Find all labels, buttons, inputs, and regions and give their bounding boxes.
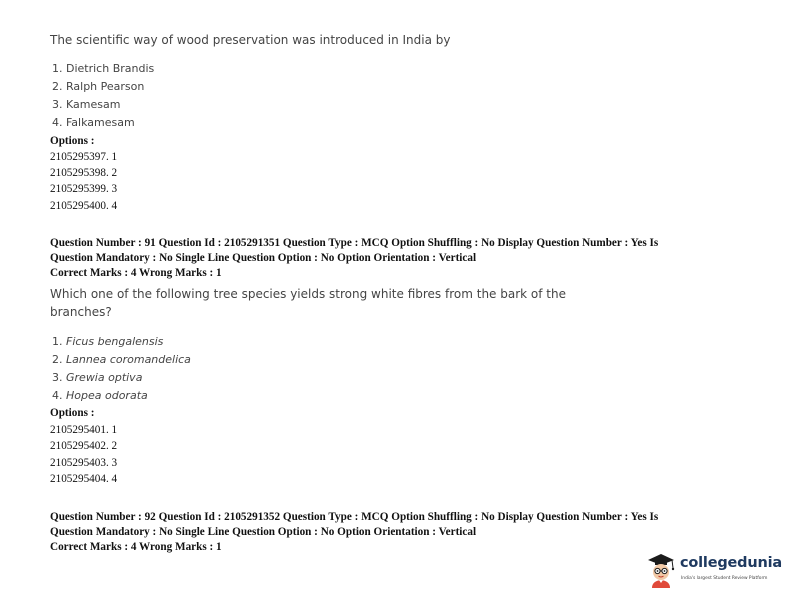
q91-option-id-4: 2105295404. 4 (50, 473, 118, 485)
q90-option-id-2: 2105295398. 2 (50, 167, 118, 179)
q91-meta-line-1: Question Number : 91 Question Id : 2105291351 Question Type : MCQ Option Shuffling : No Display Question Number : Yes Is (50, 237, 659, 249)
q91-option-1-name: Ficus bengalensis (66, 335, 164, 348)
q90-option-4: 4. Falkamesam (52, 116, 135, 129)
q91-option-id-2: 2105295402. 2 (50, 440, 118, 452)
q91-option-1 (52, 334, 163, 350)
question-90-text: The scientific way of wood preservation was introduced in India by (50, 33, 451, 47)
q91-options-label: Options : (50, 407, 95, 419)
q90-option-1: 1. Dietrich Brandis (52, 62, 155, 75)
q91-option-4-name: Hopea odorata (66, 389, 148, 402)
q90-options-label: Options : (50, 135, 95, 147)
q91-option-3 (52, 370, 142, 386)
q91-meta-line-2: Question Mandatory : No Single Line Question Option : No Option Orientation : Vertical (50, 252, 477, 264)
q91-option-id-1: 2105295401. 1 (50, 424, 118, 436)
q90-option-id-4: 2105295400. 4 (50, 200, 118, 212)
q91-option-1-number: 1. (52, 335, 66, 348)
q90-option-id-3: 2105295399. 3 (50, 183, 118, 195)
q90-option-id-1: 2105295397. 1 (50, 151, 118, 163)
q91-option-2-name: Lannea coromandelica (66, 353, 191, 366)
collegedunia-logo (644, 552, 792, 588)
collegedunia-tagline: India's largest Student Review Platform (681, 576, 768, 581)
q91-option-2 (52, 352, 191, 368)
q92-marks: Correct Marks : 4 Wrong Marks : 1 (50, 541, 222, 553)
question-91-text-line-2: branches? (50, 305, 112, 319)
q91-option-3-number: 3. (52, 371, 66, 384)
q92-meta-line-2: Question Mandatory : No Single Line Question Option : No Option Orientation : Vertical (50, 526, 477, 538)
q90-option-3: 3. Kamesam (52, 98, 121, 111)
student-mascot-icon (644, 552, 678, 588)
q91-option-2-number: 2. (52, 353, 66, 366)
q91-option-id-3: 2105295403. 3 (50, 457, 118, 469)
q92-meta-line-1: Question Number : 92 Question Id : 2105291352 Question Type : MCQ Option Shuffling : No Display Question Number : Yes Is (50, 511, 659, 523)
q90-option-2: 2. Ralph Pearson (52, 80, 145, 93)
q91-option-4-number: 4. (52, 389, 66, 402)
q91-marks: Correct Marks : 4 Wrong Marks : 1 (50, 267, 222, 279)
q91-option-4 (52, 388, 148, 404)
q91-option-3-name: Grewia optiva (66, 371, 143, 384)
collegedunia-wordmark: collegedunia (680, 555, 782, 571)
question-91-text-line-1: Which one of the following tree species yields strong white fibres from the bark of the (50, 287, 566, 301)
